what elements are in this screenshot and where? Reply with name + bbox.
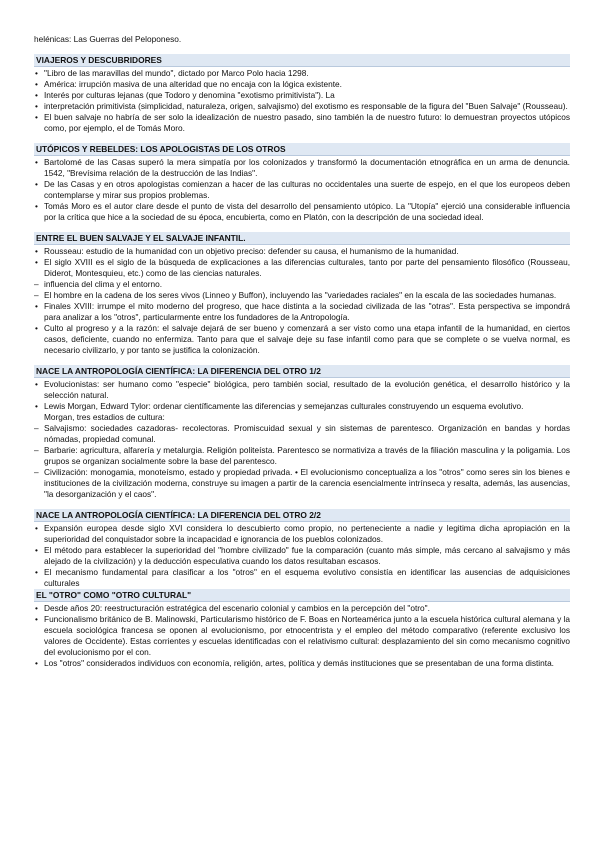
stages-intro: Morgan, tres estadios de cultura: <box>44 412 165 422</box>
section-heading: EL "OTRO" COMO "OTRO CULTURAL" <box>34 589 570 602</box>
section-buen-salvaje <box>34 232 570 356</box>
bullet-list <box>34 523 570 589</box>
list-item: • El método para establecer la superioridad del "hombre civilizado" fue la comparación (cuanto más simple, más cercano al salvajismo y más alejado de la civilización) y la deducción especulativa cuando los datos resultaban escasos. <box>34 545 570 567</box>
section-utopicos <box>34 143 570 223</box>
list-item: • Los "otros" considerados individuos con economía, religión, artes, política y demás instituciones que se presentaban de una forma distinta. <box>34 658 570 669</box>
bullet-list <box>34 68 570 134</box>
bullet-list <box>34 301 570 356</box>
bullet-list <box>34 157 570 223</box>
sub-list <box>34 423 570 500</box>
section-heading: NACE LA ANTROPOLOGÍA CIENTÍFICA: LA DIFERENCIA DEL OTRO 2/2 <box>34 509 570 522</box>
section-antropologia-2 <box>34 509 570 589</box>
list-item: • El buen salvaje no habría de ser solo la idealización de nuestro pasado, sino también la de nuestro futuro: lo demuestran proyectos utópicos como, por ejemplo, el de Tomás Moro. <box>34 112 570 134</box>
list-item: • "Libro de las maravillas del mundo", dictado por Marco Polo hacia 1298. <box>34 68 570 79</box>
section-heading: UTÓPICOS Y REBELDES: LOS APOLOGISTAS DE LOS OTROS <box>34 143 570 156</box>
section-viajeros <box>34 54 570 134</box>
list-item: • Lewis Morgan, Edward Tylor: ordenar científicamente las diferencias y semejanzas culturales construyendo un esquema evolutivo. <box>34 401 570 412</box>
bullet-list <box>34 603 570 669</box>
document-page <box>34 34 570 669</box>
list-item: • Expansión europea desde siglo XVI considera lo descubierto como propio, no perteneciente a nadie y legitima dicha apropiación en la superioridad del conquistador sobre la incapacidad e ignorancia de los pueblos colonizados. <box>34 523 570 545</box>
bullet-list <box>34 246 570 279</box>
section-heading: ENTRE EL BUEN SALVAJE Y EL SALVAJE INFANTIL. <box>34 232 570 245</box>
list-item: • De las Casas y en otros apologistas comienzan a hacer de las culturas no occidentales una suerte de espejo, en el que los europeos deben contemplarse y mirar sus propios problemas. <box>34 179 570 201</box>
list-item: • El mecanismo fundamental para clasificar a los "otros" en el esquema evolutivo consistía en identificar las ausencias de adquisiciones culturales <box>34 567 570 589</box>
list-item: • El siglo XVIII es el siglo de la búsqueda de explicaciones a las diferencias culturales, tanto por parte del pensamiento filosófico (Rousseau, Diderot, Montesquieu, etc.) como de las ciencias naturales. <box>34 257 570 279</box>
list-item: • América: irrupción masiva de una alteridad que no encaja con la lógica existente. <box>34 79 570 90</box>
list-item: • Interés por culturas lejanas (que Todoro y denomina "exotismo primitivista"). La <box>34 90 570 101</box>
list-item: • Rousseau: estudio de la humanidad con un objetivo preciso: defender su causa, el humanismo de la humanidad. <box>34 246 570 257</box>
list-item: • Bartolomé de las Casas superó la mera simpatía por los colonizados y transformó la documentación etnográfica en un arma de denuncia. 1542, "Brevísima relación de la destrucción de las Indias". <box>34 157 570 179</box>
list-item: • interpretación primitivista (simplicidad, naturaleza, origen, salvajismo) del exotismo es responsable de la figura del "Buen Salvaje" (Rousseau). <box>34 101 570 112</box>
sub-list-item: – Civilización: monogamia, monoteísmo, estado y propiedad privada. • El evolucionismo conceptualiza a los "otros" como seres sin los bienes e instituciones de la civilización moderna, construye su imagen a partir de la carencia esencialmente intrínseca y resalta, además, las ausencias, "la desorganización y el caos". <box>34 467 570 500</box>
list-item: • Desde años 20: reestructuración estratégica del escenario colonial y cambios en la percepción del "otro". <box>34 603 570 614</box>
section-antropologia-1 <box>34 365 570 500</box>
sub-list-item: – El hombre en la cadena de los seres vivos (Linneo y Buffon), incluyendo las "variedades raciales" en la escala de las sociedades humanas. <box>34 290 570 301</box>
list-item: • Evolucionistas: ser humano como "especie" biológica, pero también social, resultado de la evolución genética, el desarrollo histórico y la selección natural. <box>34 379 570 401</box>
sub-list-item: – Salvajismo: sociedades cazadoras- recolectoras. Promiscuidad sexual y sin sistemas de parentesco. Organización en bandas y hordas nómadas, propiedad comunal. <box>34 423 570 445</box>
section-otro-cultural <box>34 589 570 669</box>
section-heading: NACE LA ANTROPOLOGÍA CIENTÍFICA: LA DIFERENCIA DEL OTRO 1/2 <box>34 365 570 378</box>
sub-list-item: – influencia del clima y el entorno. <box>34 279 570 290</box>
list-item: • Culto al progreso y a la razón: el salvaje dejará de ser bueno y comenzará a ser visto como una etapa infantil de la humanidad, en ciertos casos, deficiente, cuando no enfermiza. Tanto para que el salvaje deje su fase infantil como para que se complete o se vuelva normal, es necesario civilizarlo, y por tanto se justifica la colonización. <box>34 323 570 356</box>
sub-list-item: – Barbarie: agricultura, alfarería y metalurgia. Religión politeísta. Parentesco se normativiza a través de la filiación masculina y la poligamia. Los grupos se organizan socialmente sobre la base del parentesco. <box>34 445 570 467</box>
bullet-list <box>34 379 570 412</box>
list-item: • Tomás Moro es el autor clare desde el punto de vista del desarrollo del pensamiento utópico. La "Utopía" ejerció una considerable influencia por la crítica que hice a la sociedad de su época, encubierta, como en Platón, con la descripción de una sociedad ideal. <box>34 201 570 223</box>
intro-line: helénicas: Las Guerras del Peloponeso. <box>34 34 182 44</box>
list-item: • Finales XVIII: irrumpe el mito moderno del progreso, que hace distinta a la sociedad civilizada de las "otras". Esta perspectiva se impondrá para analizar a los "otros", particularmente entre los fundadores de la Antropología. <box>34 301 570 323</box>
section-heading: VIAJEROS Y DESCUBRIDORES <box>34 54 570 67</box>
list-item: • Funcionalismo británico de B. Malinowski, Particularismo histórico de F. Boas en Norteamérica junto a la escuela histórica cultural alemana y la escuela sociológica francesa se oponen al evolucionismo, por etnocentrista y el empleo del método comparativo (referente exclusivo los valores de Occidente). Estas corrientes y escuelas identificadas con el relativismo cultural: desplazamiento del sin como mecanismo cognitivo del evolucionismo por el con. <box>34 614 570 658</box>
sub-list <box>34 279 570 301</box>
